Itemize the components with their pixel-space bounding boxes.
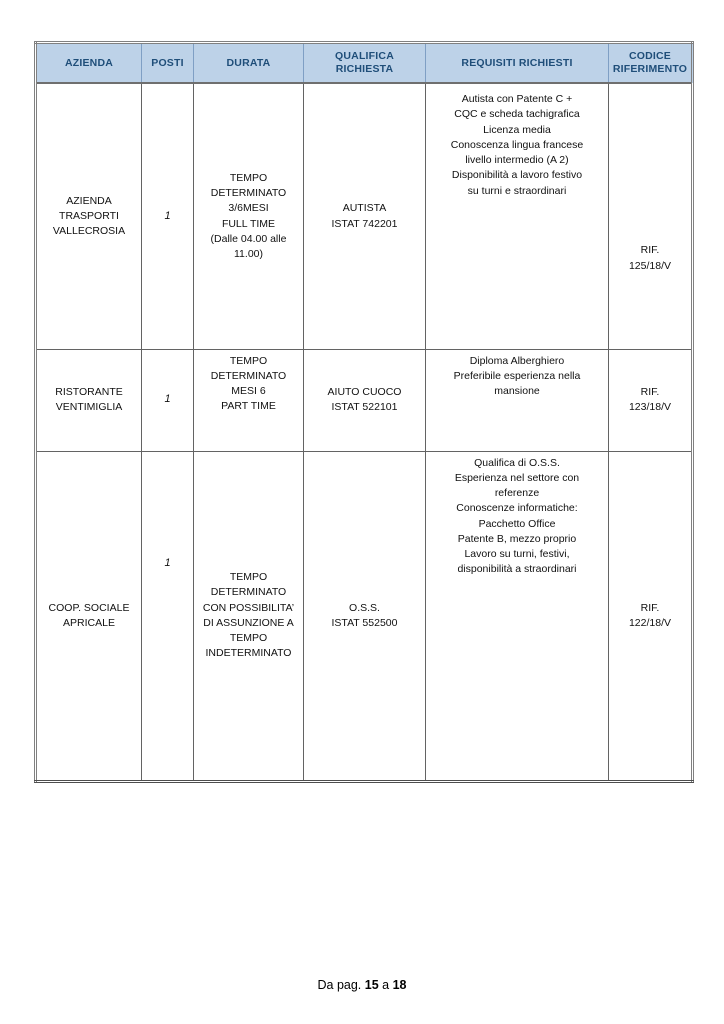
- requisiti-item3-line2: livello intermedio (A 2): [465, 154, 569, 167]
- cell-posti: [142, 83, 194, 349]
- qualifica-istat: ISTAT 522101: [331, 401, 398, 414]
- column-header-qualifica-line1: QUALIFICA: [335, 50, 394, 62]
- durata-line5: (Dalle 04.00 alle: [210, 232, 287, 245]
- cell-requisiti: [426, 451, 609, 781]
- table-row: [36, 451, 693, 781]
- codice-label: RIF.: [640, 244, 660, 257]
- cell-posti: [142, 451, 194, 781]
- requisiti-item3-line2: Pacchetto Office: [478, 517, 556, 530]
- cell-requisiti: [426, 83, 609, 349]
- azienda-line2: TRASPORTI: [59, 209, 119, 222]
- qualifica-istat: ISTAT 552500: [331, 616, 398, 629]
- qualifica-line1: AUTISTA: [342, 202, 387, 215]
- codice-value: 125/18/V: [628, 259, 672, 272]
- table-row: [36, 349, 693, 451]
- footer-to-page: 18: [392, 978, 407, 992]
- durata-line4: DI ASSUNZIONE A: [203, 616, 294, 629]
- codice-label: RIF.: [640, 601, 660, 614]
- durata-line1: TEMPO: [229, 171, 268, 184]
- column-header-codice-line1: CODICE: [628, 50, 672, 62]
- azienda-line1: COOP. SOCIALE: [48, 601, 130, 614]
- durata-line4: FULL TIME: [221, 217, 276, 230]
- durata-line2: DETERMINATO: [210, 586, 287, 599]
- durata-line1: TEMPO: [229, 354, 268, 367]
- cell-codice: [609, 83, 693, 349]
- footer-prefix: Da pag.: [317, 978, 362, 992]
- footer-middle: a: [382, 978, 390, 992]
- requisiti-item2: Licenza media: [483, 123, 551, 136]
- requisiti-item2-line2: mansione: [494, 385, 540, 398]
- requisiti-item1: Diploma Alberghiero: [469, 354, 565, 367]
- requisiti-item4-line1: Disponibilità a lavoro festivo: [451, 169, 583, 182]
- cell-requisiti: [426, 349, 609, 451]
- table-body: [36, 83, 693, 781]
- cell-durata: [194, 451, 304, 781]
- azienda-line2: APRICALE: [63, 616, 115, 629]
- posti-value: 1: [164, 393, 171, 406]
- azienda-line3: VALLECROSIA: [52, 225, 126, 238]
- job-listings-table: [34, 41, 694, 783]
- table-header-row: [36, 43, 693, 84]
- durata-line2: DETERMINATO: [210, 187, 287, 200]
- column-header-posti: POSTI: [142, 43, 194, 84]
- cell-azienda: [36, 83, 142, 349]
- column-header-azienda: AZIENDA: [36, 43, 142, 84]
- column-header-durata: DURATA: [194, 43, 304, 84]
- durata-line6: INDETERMINATO: [205, 647, 292, 660]
- azienda-line2: VENTIMIGLIA: [55, 401, 123, 414]
- qualifica-istat: ISTAT 742201: [331, 217, 398, 230]
- azienda-line1: RISTORANTE: [55, 386, 123, 399]
- column-header-codice-line2: RIFERIMENTO: [612, 63, 688, 76]
- column-header-qualifica: [304, 43, 426, 84]
- page-footer: [0, 978, 724, 992]
- table-header: [36, 43, 693, 84]
- column-header-codice: [609, 43, 693, 84]
- azienda-line1: AZIENDA: [66, 194, 112, 207]
- cell-posti: [142, 349, 194, 451]
- requisiti-item3-line1: Conoscenze informatiche:: [456, 502, 578, 515]
- cell-durata: [194, 83, 304, 349]
- qualifica-line1: AIUTO CUOCO: [327, 386, 402, 399]
- requisiti-item3-line1: Conoscenza lingua francese: [450, 138, 584, 151]
- table-row: [36, 83, 693, 349]
- requisiti-item5-line1: Lavoro su turni, festivi,: [464, 548, 570, 561]
- requisiti-item2-line1: Preferibile esperienza nella: [453, 369, 581, 382]
- job-listings-table-container: [34, 41, 691, 783]
- cell-azienda: [36, 451, 142, 781]
- cell-qualifica: [304, 349, 426, 451]
- column-header-requisiti: REQUISITI RICHIESTI: [426, 43, 609, 84]
- requisiti-item4-line2: su turni e straordinari: [467, 184, 567, 197]
- footer-from-page: 15: [364, 978, 379, 992]
- qualifica-line1: O.S.S.: [349, 601, 380, 614]
- cell-durata: [194, 349, 304, 451]
- requisiti-item1-line1: Autista con Patente C +: [461, 93, 573, 106]
- requisiti-item2-line2: referenze: [494, 487, 540, 500]
- durata-line1: TEMPO: [229, 571, 268, 584]
- requisiti-item1: Qualifica di O.S.S.: [474, 456, 560, 469]
- durata-line2: DETERMINATO: [210, 369, 287, 382]
- durata-line3: 3/6MESI: [228, 202, 269, 215]
- requisiti-item5-line2: disponibilità a straordinari: [457, 563, 577, 576]
- codice-value: 123/18/V: [628, 401, 672, 414]
- codice-label: RIF.: [640, 386, 660, 399]
- cell-codice: [609, 451, 693, 781]
- durata-line4: PART TIME: [221, 400, 276, 413]
- durata-line3: MESI 6: [231, 385, 266, 398]
- cell-codice: [609, 349, 693, 451]
- durata-line3: CON POSSIBILITA’: [202, 601, 295, 614]
- cell-qualifica: [304, 83, 426, 349]
- posti-value: 1: [164, 556, 171, 569]
- requisiti-item2-line1: Esperienza nel settore con: [454, 471, 580, 484]
- column-header-qualifica-line2: RICHIESTA: [335, 63, 394, 76]
- cell-qualifica: [304, 451, 426, 781]
- requisiti-item1-line2: CQC e scheda tachigrafica: [454, 108, 580, 121]
- codice-value: 122/18/V: [628, 616, 672, 629]
- posti-value: 1: [164, 209, 171, 222]
- cell-azienda: [36, 349, 142, 451]
- requisiti-item4: Patente B, mezzo proprio: [457, 532, 577, 545]
- durata-line5: TEMPO: [229, 631, 268, 644]
- durata-line6: 11.00): [234, 247, 263, 260]
